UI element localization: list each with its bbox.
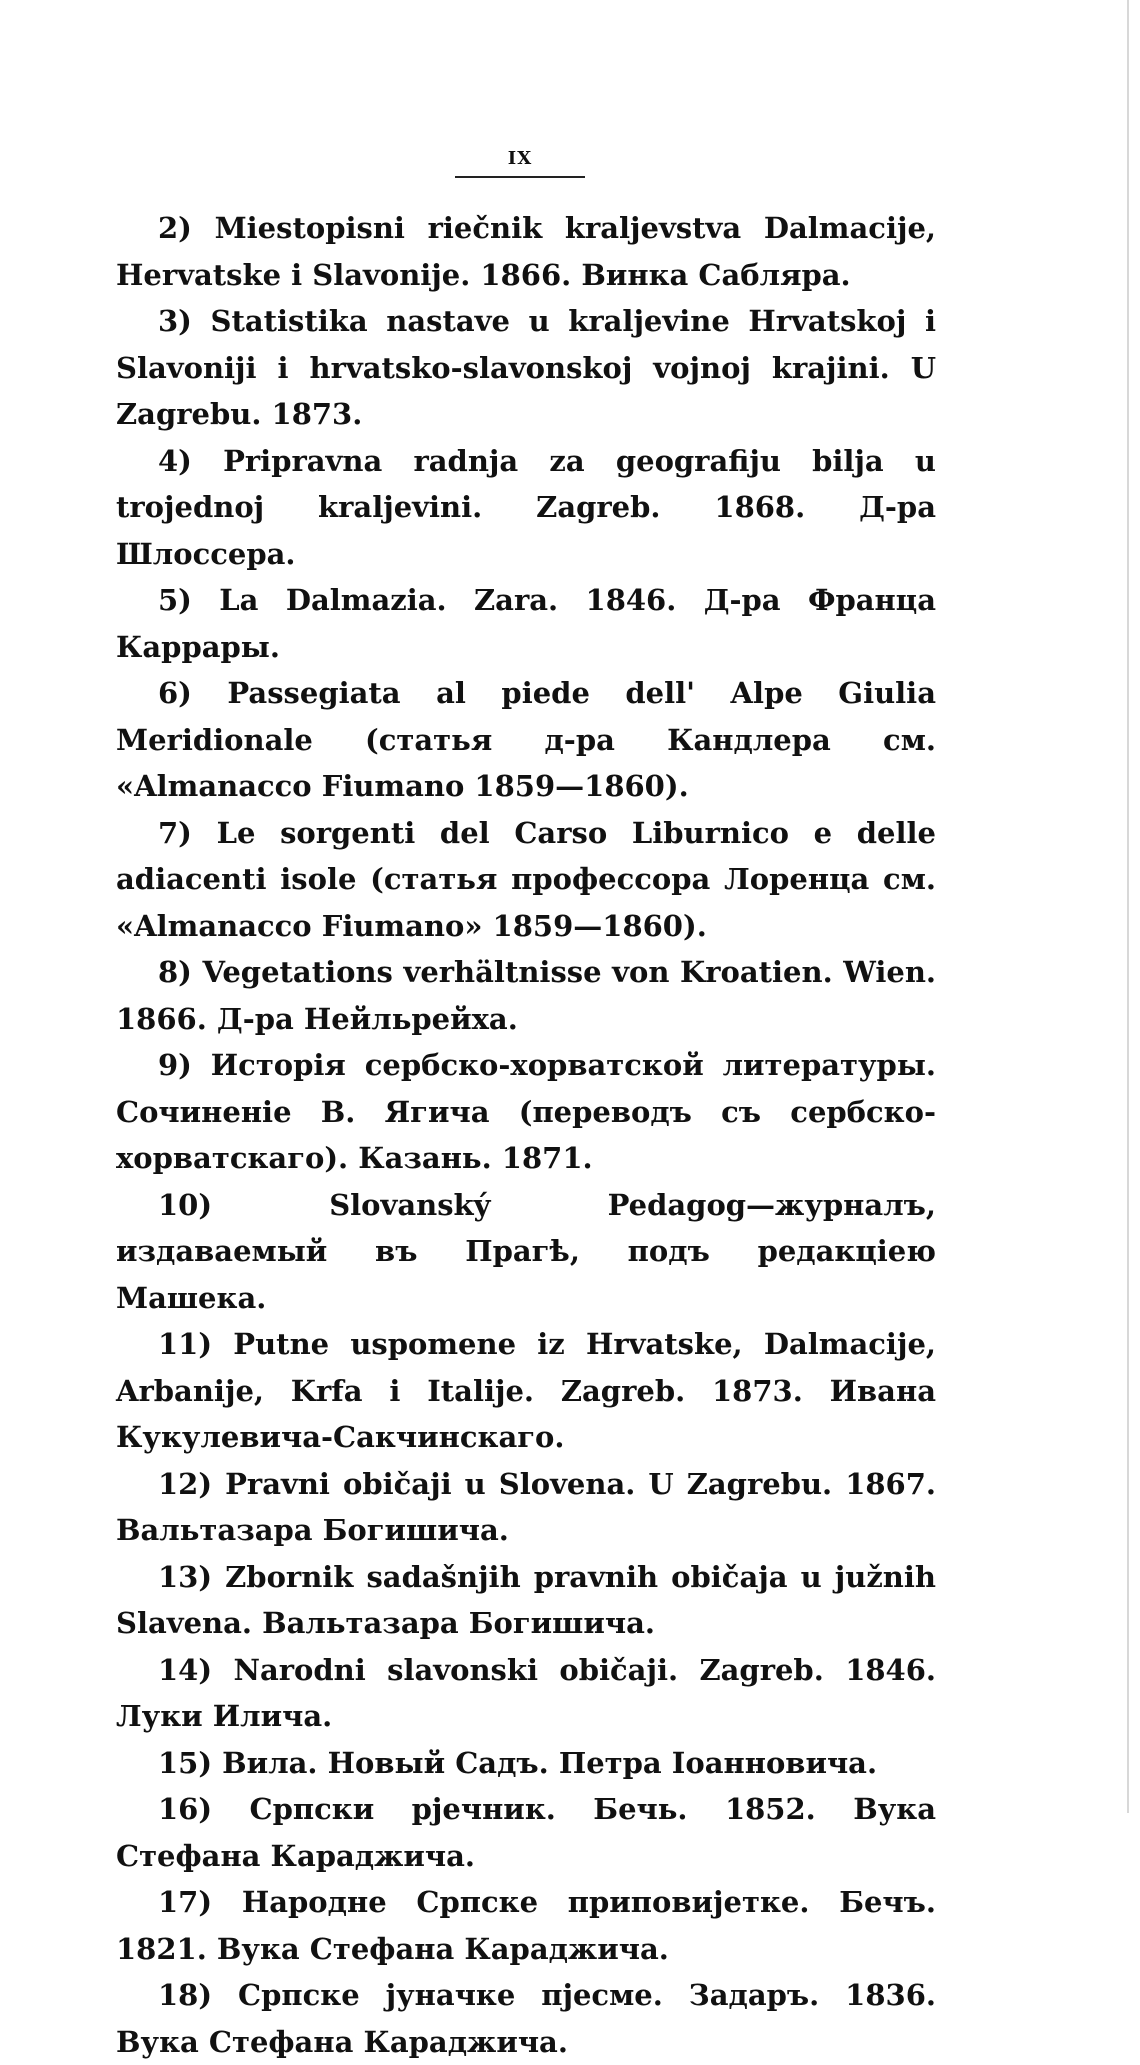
entry-8: 8) Vegetations verhältnisse von Kroatien. Wien. 1866. Д-ра Нейльрейха. (116, 955, 936, 1036)
bibliography-list (116, 205, 936, 2065)
entry-10: 10) Slovanský Pedagog—журналъ, издаваемый въ Прагѣ, подъ редакціею Машека. (116, 1187, 936, 1315)
entry-14: 14) Narodni slavonski običaji. Zagreb. 1846. Луки Илича. (116, 1652, 936, 1733)
scan-edge-line (1127, 0, 1129, 1813)
entry-17: 17) Народне Српске приповиjетке. Бечъ. 1821. Вука Стефана Караджича. (116, 1885, 936, 1966)
header-rule (455, 176, 585, 178)
entry-7: 7) Le sorgenti del Carso Liburnico e delle adiacenti isole (статья профессора Лоренца см. «Almanacco Fiumano» 1859—1860). (116, 815, 936, 943)
page-number: IX (507, 148, 533, 169)
entry-12: 12) Pravni običaji u Slovena. U Zagrebu. 1867. Вальтазара Богишича. (116, 1466, 936, 1547)
entry-9: 9) Исторія сербско-хорватской литературы. Сочиненіе В. Ягича (переводъ съ сербско-хорватскаго). Казань. 1871. (116, 1048, 936, 1175)
entry-2: 2) Miestopisni riečnik kraljevstva Dalmacije, Hervatske i Slavonije. 1866. Винка Сабляра. (116, 211, 936, 292)
entry-13: 13) Zbornik sadašnjih pravnih običaja u južnih Slavena. Вальтазара Богишича. (116, 1559, 936, 1640)
entry-4: 4) Pripravna radnja za geografiju bilja u trojednoj kraljevini. Zagreb. 1868. Д-ра Шлоссера. (116, 443, 936, 571)
entry-6: 6) Passegiata al piede dell' Alpe Giulia Meridionale (статья д-ра Кандлера см. «Almanacco Fiumano 1859—1860). (116, 676, 936, 803)
entry-15: 15) Вила. Новый Садъ. Петра Іоанновича. (158, 1745, 878, 1780)
entry-5: 5) La Dalmazia. Zara. 1846. Д-ра Франца Каррары. (116, 583, 936, 664)
entry-18: 18) Српске јуначке пјесме. Задаръ. 1836. Вука Стефана Караджича. (116, 1978, 936, 2059)
entry-3: 3) Statistika nastave u kraljevine Hrvatskoj i Slavoniji i hrvatsko-slavonskoj vojnoj krajini. U Zagrebu. 1873. (116, 304, 936, 431)
entry-16: 16) Српски рјечник. Бечь. 1852. Вука Стефана Караджича. (116, 1792, 936, 1873)
entry-11: 11) Putne uspomene iz Hrvatske, Dalmacije, Arbanije, Krfa i Italije. Zagreb. 1873. Ивана Кукулевича-Сакчинскаго. (116, 1327, 936, 1454)
